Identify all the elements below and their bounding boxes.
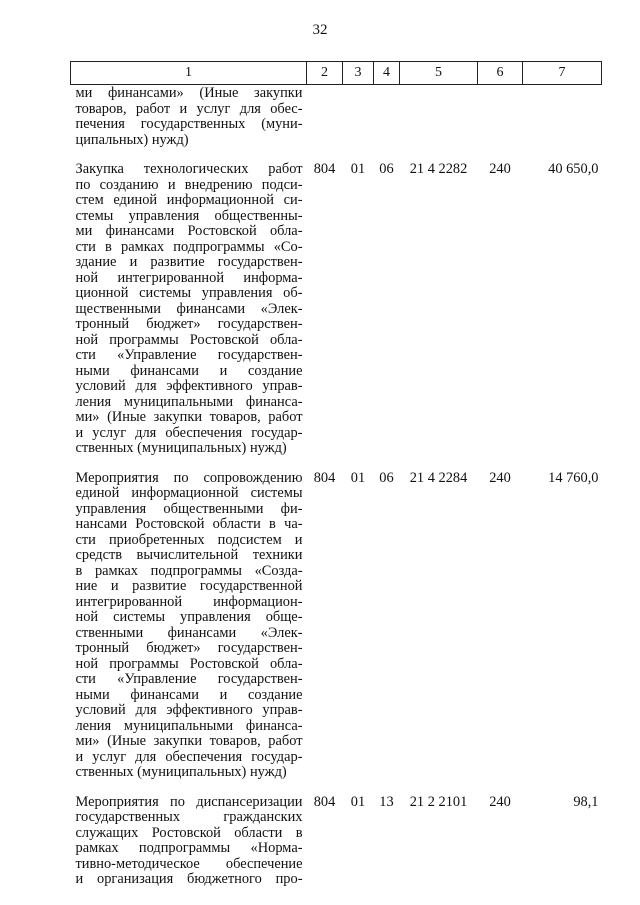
description-line: интегрированной информацион- [75, 593, 303, 610]
amount [523, 85, 602, 149]
column-header-4: 4 [374, 62, 400, 85]
amount: 14 760,0 [548, 469, 599, 486]
table-row [71, 85, 602, 149]
description-line: сти «Управление государствен- [75, 347, 303, 363]
table-row [71, 471, 602, 781]
description-line: ственных (муниципальных) нужд) [75, 440, 287, 456]
description-line: ной интегрированной информа- [75, 269, 303, 286]
description-line: щественными финансами «Элек- [75, 300, 303, 317]
target-article-code [400, 85, 478, 149]
section-code: 01 [350, 469, 366, 486]
page-number: 32 [312, 22, 328, 38]
table-row [71, 795, 602, 888]
column-header-3: 3 [343, 62, 374, 85]
description-line: единой информационной системы [75, 485, 303, 501]
row-description [71, 85, 307, 149]
description-line: в рамках подпрограммы «Созда- [75, 562, 303, 579]
description-line: ственных (муниципальных) нужд) [75, 764, 287, 780]
description-line: Закупка технологических работ [75, 161, 303, 177]
description-line: ми» (Иные закупки товаров, работ [75, 733, 303, 749]
table-header [71, 62, 602, 85]
description-line: стем единой информационной си- [75, 192, 303, 208]
grbs-code: 804 [313, 793, 336, 810]
row-spacer [71, 781, 602, 795]
description-line: ми финансами» (Иные закупки [75, 85, 303, 101]
description-line: тронный бюджет» государствен- [75, 316, 303, 332]
description-line: государственных гражданских [75, 809, 303, 825]
expense-type-code: 240 [489, 793, 511, 810]
description-line: сти в рамках подпрограммы «Со- [75, 238, 303, 255]
description-line: и организация бюджетного про- [75, 871, 303, 887]
description-line: ными финансами и создание [75, 686, 303, 703]
target-article-code: 21 4 2284 [409, 469, 468, 486]
description-line: ципальных) нужд) [75, 131, 189, 148]
row-spacer [71, 457, 602, 471]
description-line: здание и развитие государствен- [75, 254, 303, 270]
description-line: сти «Управление государствен- [75, 671, 303, 687]
section-code [343, 85, 374, 149]
description-line: ными финансами и создание [75, 362, 303, 379]
grbs-code: 804 [313, 161, 336, 177]
description-line: Мероприятия по диспансеризации [75, 793, 303, 810]
description-line: тивно-методическое обеспечение [75, 855, 303, 872]
target-article-code: 21 2 2101 [409, 793, 468, 810]
subsection-code: 13 [379, 793, 394, 810]
expense-type-code [478, 85, 523, 149]
description-line: ной системы управления обще- [75, 609, 303, 625]
amount: 98,1 [573, 793, 599, 810]
row-description [71, 795, 307, 888]
description-line: ми» (Иные закупки товаров, работ [75, 409, 303, 425]
column-header-1: 1 [71, 62, 307, 85]
description-line: нансами Ростовской области в ча- [75, 516, 303, 532]
amount: 40 650,0 [548, 161, 599, 177]
description-line: товаров, работ и услуг для обес- [75, 100, 303, 117]
description-line: ления муниципальными финанса- [75, 393, 303, 410]
target-article-code: 21 4 2282 [409, 161, 468, 177]
description-line: сти приобретенных подсистем и [75, 531, 303, 548]
subsection-code [374, 85, 400, 149]
header-row [71, 62, 602, 85]
section-code: 01 [350, 161, 366, 177]
description-line: стемы управления общественны- [75, 207, 303, 224]
description-line: условий для эффективного управ- [75, 378, 303, 394]
expense-type-code: 240 [489, 469, 511, 486]
description-line: тронный бюджет» государствен- [75, 640, 303, 656]
description-line: средств вычислительной техники [75, 547, 303, 563]
description-line: управления общественными фи- [75, 500, 303, 517]
description-line: ной программы Ростовской обла- [75, 331, 303, 348]
description-line: условий для эффективного управ- [75, 702, 303, 718]
subsection-code: 06 [379, 161, 394, 177]
row-description [71, 162, 307, 457]
description-line: и услуг для обеспечения государ- [75, 424, 303, 441]
description-line: ной программы Ростовской обла- [75, 655, 303, 672]
column-header-6: 6 [478, 62, 523, 85]
description-line: ления муниципальными финанса- [75, 717, 303, 734]
column-header-5: 5 [400, 62, 478, 85]
description-line: ние и развитие государственной [75, 578, 303, 594]
expense-type-code: 240 [489, 161, 511, 177]
table-row [71, 162, 602, 457]
description-line: служащих Ростовской области в [75, 824, 303, 841]
row-description [71, 471, 307, 781]
section-code: 01 [350, 793, 366, 810]
description-line: ционной системы управления об- [75, 285, 303, 301]
budget-table [70, 61, 602, 888]
description-line: Мероприятия по сопровождению [75, 469, 303, 486]
description-line: по созданию и внедрению подси- [75, 176, 303, 193]
column-header-7: 7 [523, 62, 602, 85]
column-header-2: 2 [307, 62, 343, 85]
description-line: и услуг для обеспечения государ- [75, 748, 303, 765]
description-line: печения государственных (муни- [75, 116, 303, 132]
description-line: рамках подпрограммы «Норма- [75, 840, 303, 856]
description-line: ми финансами Ростовской обла- [75, 223, 303, 239]
grbs-code [307, 85, 343, 149]
subsection-code: 06 [379, 469, 394, 486]
row-spacer [71, 148, 602, 162]
grbs-code: 804 [313, 469, 336, 486]
description-line: ственными финансами «Элек- [75, 624, 303, 641]
